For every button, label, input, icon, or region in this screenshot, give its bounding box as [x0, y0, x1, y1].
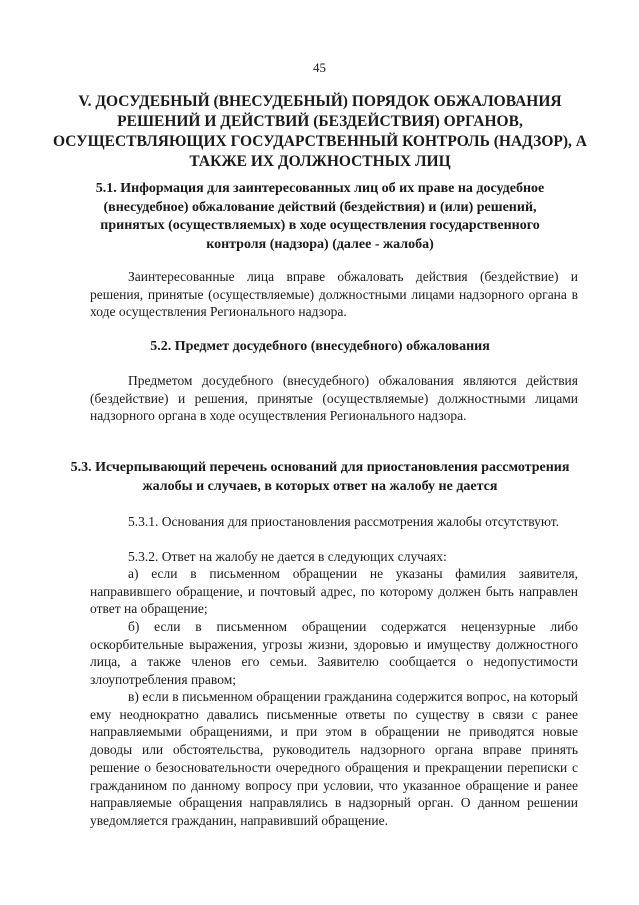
section-5-3-1: 5.3.1. Основания для приостановления рассмотрения жалобы отсутствуют. [128, 514, 560, 529]
section-5-1-title: 5.1. Информация для заинтересованных лиц об их праве на досудебное (внесудебное) обжалование действий (бездействия) и (или) решений, принятых (осуществляемых) в ходе осуществления государственного контроля (надзора) (далее - жалоба) [95, 181, 545, 252]
section-5-1-text: Заинтересованные лица вправе обжаловать действия (бездействие) и решения, принятые (осуществляемые) должностными лицами надзорного органа в ходе осуществления Регионального надзора. [90, 269, 578, 320]
page-number: 45 [313, 60, 326, 75]
chapter-title: V. ДОСУДЕБНЫЙ (ВНЕСУДЕБНЫЙ) ПОРЯДОК ОБЖАЛОВАНИЯ РЕШЕНИЙ И ДЕЙСТВИЙ (БЕЗДЕЙСТВИЯ) ОРГАНОВ, ОСУЩЕСТВЛЯЮЩИХ ГОСУДАРСТВЕННЫЙ КОНТРОЛЬ (НАДЗОР), А ТАКЖЕ ИХ ДОЛЖНОСТНЫХ ЛИЦ [52, 93, 587, 170]
item-b: б) если в письменном обращении содержатся нецензурные либо оскорбительные выражения, угрозы жизни, здоровью и имуществу должностного лица, а также членов его семьи. Заявителю сообщается о недопустимости злоупотребления правом; [90, 619, 578, 688]
item-v: в) если в письменном обращении гражданина содержится вопрос, на который ему неоднократно давались письменные ответы по существу в связи с ранее направляемыми обращениями, и при этом в обращении не приводятся новые доводы или обстоятельства, руководитель надзорного органа вправе принять решение о безосновательности очередного обращения и прекращении переписки с гражданином по данному вопросу при условии, что указанное обращение и ранее направляемые обращения направлялись в надзорный орган. О данном решении уведомляется гражданин, направивший обращение. [90, 689, 578, 828]
section-5-2-text: Предметом досудебного (внесудебного) обжалования являются действия (бездействие) и решения, принятые (осуществляемые) должностными лицами надзорного органа в ходе осуществления Регионального надзора. [90, 373, 578, 424]
section-5-3-2: 5.3.2. Ответ на жалобу не дается в следующих случаях: [128, 549, 447, 564]
section-5-3-title: 5.3. Исчерпывающий перечень оснований для приостановления рассмотрения жалобы и случаев, в которых ответ на жалобу не дается [70, 460, 570, 494]
item-a: а) если в письменном обращении не указаны фамилия заявителя, направившего обращение, и почтовый адрес, по которому должен быть направлен ответ на обращение; [90, 566, 578, 617]
section-5-2-title: 5.2. Предмет досудебного (внесудебного) обжалования [150, 339, 490, 354]
